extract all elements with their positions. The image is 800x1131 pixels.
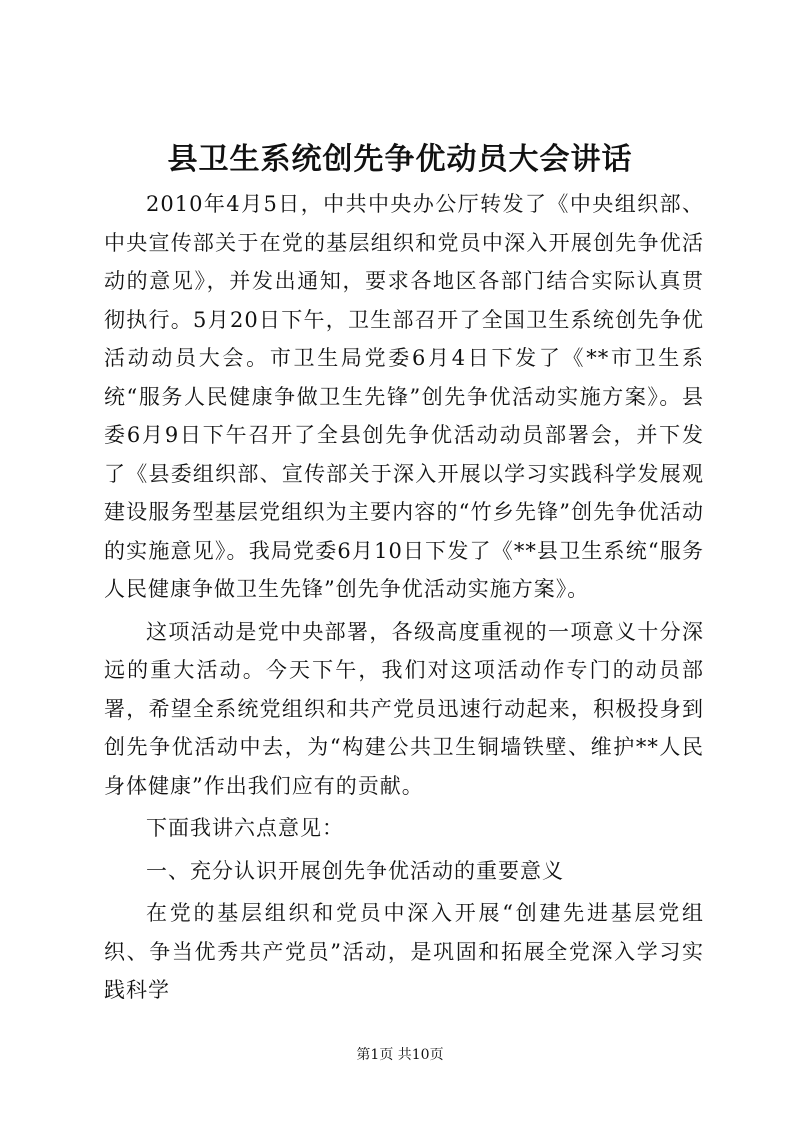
paragraph-1: 2010年4月5日，中共中央办公厅转发了《中央组织部、中央宣传部关于在党的基层组织和党员中深入开展创先争优活动的意见》，并发出通知，要求各地区各部门结合实际认真贯彻执行。5月20日下午，卫生部召开了全国卫生系统创先争优活动动员大会。市卫生局党委6月4日下发了《**市卫生系统“服务人民健康争做卫生先锋”创先争优活动实施方案》。县委6月9日下午召开了全县创先争优活动动员部署会，并下发了《县委组织部、宣传部关于深入开展以学习实践科学发展观建设服务型基层党组织为主要内容的“竹乡先锋”创先争优活动的实施意见》。我局党委6月10日下发了《**县卫生系统“服务人民健康争做卫生先锋”创先争优活动实施方案》。 [104, 192, 704, 601]
page-footer: 第1页 共10页 [356, 1047, 444, 1063]
document-title: 县卫生系统创先争优动员大会讲话 [167, 142, 633, 177]
paragraph-5: 在党的基层组织和党员中深入开展“创建先进基层党组织、争当优秀共产党员”活动，是巩固和拓展全党深入学习实践科学 [104, 901, 704, 1002]
paragraph-2: 这项活动是党中央部署，各级高度重视的一项意义十分深远的重大活动。今天下午，我们对这项活动作专门的动员部署，希望全系统党组织和共产党员迅速行动起来，积极投身到创先争优活动中去，为“构建公共卫生铜墙铁壁、维护**人民身体健康”作出我们应有的贡献。 [104, 619, 704, 798]
paragraph-3: 下面我讲六点意见： [146, 816, 344, 840]
document-body [104, 185, 704, 1010]
section-heading-1: 一、充分认识开展创先争优活动的重要意义 [146, 858, 564, 883]
